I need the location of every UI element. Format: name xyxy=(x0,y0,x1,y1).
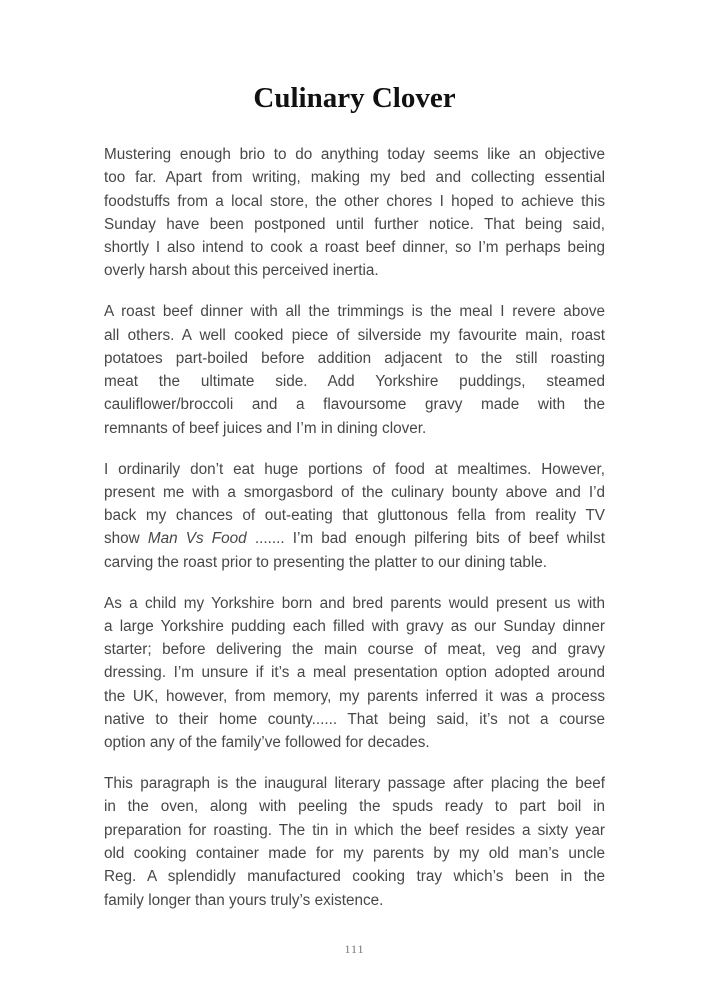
text-line: overly harsh about this perceived inertia. xyxy=(104,262,379,280)
paragraph xyxy=(104,772,605,912)
text-line: family longer than yours truly’s existence. xyxy=(104,891,384,909)
text-line: starter; before delivering the main course of meat, veg and gravy xyxy=(104,641,605,659)
text-line: native to their home county...... That being said, it’s not a course xyxy=(104,711,605,729)
text-line xyxy=(104,527,605,550)
text-line: present me with a smorgasbord of the culinary bounty above and I’d xyxy=(104,483,605,501)
text-line: This paragraph is the inaugural literary passage after placing the beef xyxy=(104,775,605,793)
text-line: Mustering enough brio to do anything today seems like an objective xyxy=(104,146,605,163)
italic-title: Man Vs Food xyxy=(147,530,247,548)
text-line: all others. A well cooked piece of silverside my favourite main, roast xyxy=(104,326,605,344)
text-line: the UK, however, from memory, my parents inferred it was a process xyxy=(104,687,605,705)
page-title: Culinary Clover xyxy=(253,82,456,114)
text-line: a large Yorkshire pudding each filled with gravy as our Sunday dinner xyxy=(104,617,605,635)
body-text xyxy=(104,143,605,929)
text-line: meat the ultimate side. Add Yorkshire puddings, steamed xyxy=(104,373,605,391)
text-line: Reg. A splendidly manufactured cooking tray which’s been in the xyxy=(104,868,605,886)
text-line: carving the roast prior to presenting the platter to our dining table. xyxy=(104,553,548,571)
text-line: cauliflower/broccoli and a flavoursome gravy made with the xyxy=(104,396,605,414)
text-line: shortly I also intend to cook a roast beef dinner, so I’m perhaps being xyxy=(104,239,605,257)
text-line: As a child my Yorkshire born and bred parents would present us with xyxy=(104,594,605,612)
text-line: foodstuffs from a local store, the other chores I hoped to achieve this xyxy=(104,192,605,210)
text-line: potatoes part-boiled before addition adjacent to the still roasting xyxy=(104,349,605,367)
text-line: remnants of beef juices and I’m in dining clover. xyxy=(104,419,427,437)
text-segment: ....... I’m bad enough pilfering bits of beef whilst xyxy=(246,530,605,548)
paragraph xyxy=(104,592,605,755)
paragraph xyxy=(104,300,605,440)
paragraph xyxy=(104,458,605,574)
text-line: A roast beef dinner with all the trimmings is the meal I revere above xyxy=(104,303,605,321)
page-number: 111 xyxy=(344,942,365,956)
text-line: option any of the family’ve followed for decades. xyxy=(104,734,430,752)
paragraph xyxy=(104,143,605,283)
text-line: old cooking container made for my parents by my old man’s uncle xyxy=(104,845,605,863)
text-line: in the oven, along with peeling the spuds ready to part boil in xyxy=(104,798,605,816)
text-line: I ordinarily don’t eat huge portions of food at mealtimes. However, xyxy=(104,460,605,478)
text-line: back my chances of out-eating that gluttonous fella from reality TV xyxy=(104,507,605,525)
text-line: too far. Apart from writing, making my bed and collecting essential xyxy=(104,169,605,187)
text-line: preparation for roasting. The tin in which the beef resides a sixty year xyxy=(104,821,605,839)
text-segment: show xyxy=(104,530,148,548)
text-line: dressing. I’m unsure if it’s a meal presentation option adopted around xyxy=(104,664,605,682)
text-line: Sunday have been postponed until further notice. That being said, xyxy=(104,215,605,233)
